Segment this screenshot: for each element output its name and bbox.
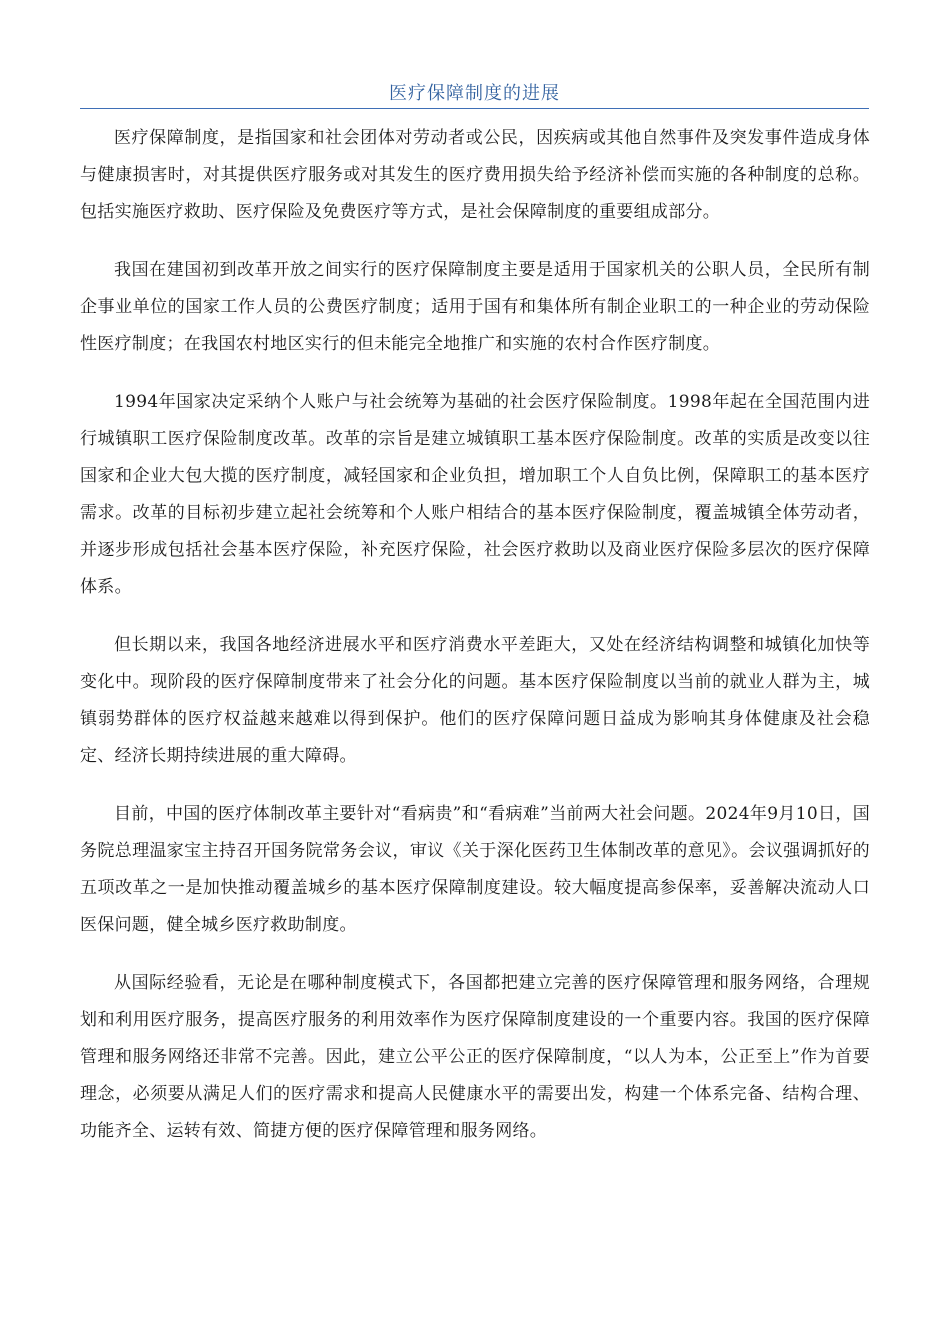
paragraph-problems: 但长期以来，我国各地经济进展水平和医疗消费水平差距大，又处在经济结构调整和城镇化加快等变化中。现阶段的医疗保障制度带来了社会分化的问题。基本医疗保险制度以当前的就业人群为主，城镇弱势群体的医疗权益越来越难以得到保护。他们的医疗保障问题日益成为影响其身体健康及社会稳定、经济长期持续进展的重大障碍。	[80, 635, 870, 766]
paragraph-international-experience: 从国际经验看，无论是在哪种制度模式下，各国都把建立完善的医疗保障管理和服务网络，合理规划和利用医疗服务，提高医疗服务的利用效率作为医疗保障制度建设的一个重要内容。我国的医疗保障管理和服务网络还非常不完善。因此，建立公平公正的医疗保障制度，“以人为本，公正至上”作为首要理念，必须要从满足人们的医疗需求和提高人民健康水平的需要出发，构建一个体系完备、结构合理、功能齐全、运转有效、简捷方便的医疗保障管理和服务网络。	[80, 973, 870, 1141]
page-title: 医疗保障制度的进展	[389, 83, 560, 104]
paragraph-definition: 医疗保障制度，是指国家和社会团体对劳动者或公民，因疾病或其他自然事件及突发事件造成身体与健康损害时，对其提供医疗服务或对其发生的医疗费用损失给予经济补偿而实施的各种制度的总称。包括实施医疗救助、医疗保险及免费医疗等方式，是社会保障制度的重要组成部分。	[80, 128, 870, 222]
paragraph-current-reform: 目前，中国的医疗体制改革主要针对“看病贵”和“看病难”当前两大社会问题。2024年9月10日，国务院总理温家宝主持召开国务院常务会议，审议《关于深化医药卫生体制改革的意见》。会议强调抓好的五项改革之一是加快推动覆盖城乡的基本医疗保障制度建设。较大幅度提高参保率，妥善解决流动人口医保问题，健全城乡医疗救助制度。	[80, 804, 870, 935]
paragraph-early-system: 我国在建国初到改革开放之间实行的医疗保障制度主要是适用于国家机关的公职人员，全民所有制企事业单位的国家工作人员的公费医疗制度；适用于国有和集体所有制企业职工的一种企业的劳动保险性医疗制度；在我国农村地区实行的但未能完全地推广和实施的农村合作医疗制度。	[80, 260, 870, 354]
page-header	[80, 80, 869, 109]
paragraph-reform-1994: 1994年国家决定采纳个人账户与社会统筹为基础的社会医疗保险制度。1998年起在全国范围内进行城镇职工医疗保险制度改革。改革的宗旨是建立城镇职工基本医疗保险制度。改革的实质是改变以往国家和企业大包大揽的医疗制度，减轻国家和企业负担，增加职工个人自负比例，保障职工的基本医疗需求。改革的目标初步建立起社会统筹和个人账户相结合的基本医疗保险制度，覆盖城镇全体劳动者，并逐步形成包括社会基本医疗保险，补充医疗保险，社会医疗救助以及商业医疗保险多层次的医疗保障体系。	[80, 392, 870, 597]
document-body	[80, 120, 870, 1171]
